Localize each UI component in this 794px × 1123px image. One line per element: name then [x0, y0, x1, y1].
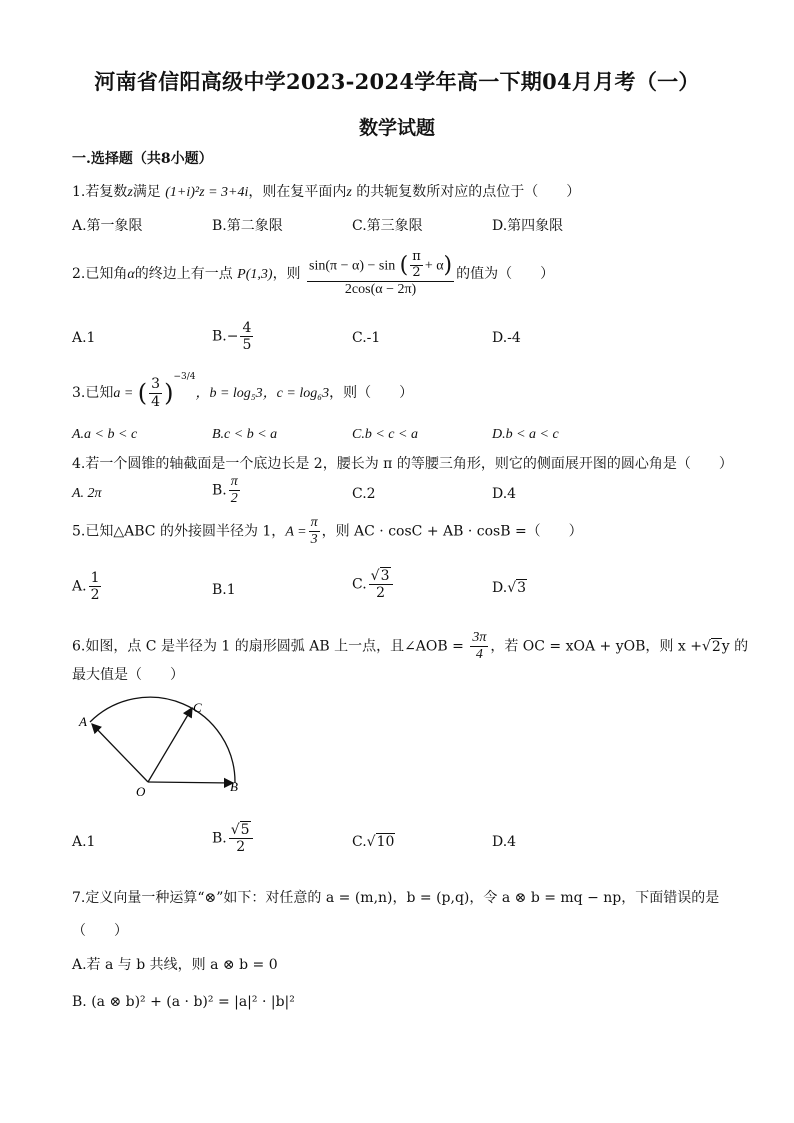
- q3-option-b: B.c < b < a: [212, 427, 278, 442]
- q2-option-c: C.-1: [352, 330, 381, 346]
- q6-pre: 6.如图，点 C 是半径为 1 的扇形圆弧 AB 上一点，且∠AOB =: [72, 638, 464, 655]
- question-5: 5.已知△ABC 的外接圆半径为 1，A = $\frac{\pi}{3}$ ，则 AC · cosC + AB · cosB =（ ）: [72, 515, 583, 548]
- q5-option-d: D.√3: [492, 580, 527, 596]
- exam-title: 河南省信阳高级中学2023-2024学年高一下期04月月考（一）: [94, 69, 700, 94]
- q1-option-a: A.第一象限: [72, 218, 143, 234]
- q1-mid: 满足: [132, 184, 161, 200]
- q6-mid: ，若 OC = xOA + yOB，则 x +: [490, 638, 702, 655]
- q2-num-d: + α: [424, 258, 444, 274]
- question-7: 7.定义向量一种运算“⊗”如下：对任意的 a = (m,n)，b = (p,q)，令 a ⊗ b = mq − np，下面错误的是: [72, 890, 720, 906]
- q4-option-d: D.4: [492, 486, 517, 502]
- q6-option-c: C.√10: [352, 834, 395, 850]
- label-o: O: [136, 784, 146, 799]
- q2-fraction: sin(π − α) − sin ( $\frac{\pi}{2}$ + α) 2cos(α − 2π): [309, 249, 453, 297]
- section-heading: 一.选择题（共8小题）: [72, 151, 213, 167]
- q1-post: ，则在复平面内: [248, 184, 347, 200]
- q5-post: ，则 AC · cosC + AB · cosB =（ ）: [321, 523, 583, 540]
- q1-option-d: D.第四象限: [492, 218, 564, 234]
- q3-c: ，c = log₆3: [262, 386, 330, 401]
- q3-option-a: A.a < b < c: [72, 427, 138, 442]
- q3-option-d: D.b < a < c: [492, 427, 559, 442]
- question-6-line2: 最大值是（ ）: [72, 667, 184, 683]
- q2-option-a: A.1: [72, 330, 96, 346]
- q3-a: a =: [113, 386, 134, 401]
- q1-post2: 的共轭复数所对应的点位于（ ）: [356, 184, 581, 200]
- question-1: 1.若复数z满足 (1+i)²z = 3+4i，则在复平面内z 的共轭复数所对应的点位于（ ）: [72, 184, 581, 200]
- q7-option-a: A.若 a 与 b 共线，则 a ⊗ b = 0: [72, 957, 278, 973]
- exam-subtitle: 数学试题: [358, 117, 435, 139]
- label-c: C: [193, 700, 202, 715]
- q2-then: ，则: [272, 265, 301, 282]
- q1-option-c: C.第三象限: [352, 218, 423, 234]
- q5-option-a: A. $\frac{1}{2}$: [72, 570, 100, 604]
- q1-option-b: B.第二象限: [212, 218, 283, 234]
- q4-option-b: B. $\frac{\pi}{2}$: [212, 474, 238, 507]
- q5-option-b: B.1: [212, 582, 236, 598]
- q2-option-d: D.-4: [492, 330, 521, 346]
- q3-post: ，则（ ）: [329, 385, 414, 401]
- sector-diagram: [72, 690, 262, 808]
- q1-pre: 1.若复数: [72, 184, 128, 200]
- q4-option-c: C.2: [352, 486, 376, 502]
- q2-post: 的值为（ ）: [456, 265, 555, 282]
- q2-num-c: 2: [412, 264, 421, 280]
- vector-oc: [148, 708, 192, 782]
- question-6: 6.如图，点 C 是半径为 1 的扇形圆弧 AB 上一点，且∠AOB = $\frac{3\pi}{4}$ ，若 OC = xOA + yOB，则 x +√2y 的: [72, 630, 749, 663]
- q3-pre: 3.已知: [72, 385, 114, 401]
- q7-option-b: B. (a ⊗ b)² + (a · b)² = |a|² · |b|²: [72, 994, 295, 1010]
- question-4: 4.若一个圆锥的轴截面是一个底边长是 2，腰长为 π 的等腰三角形，则它的侧面展开图的圆心角是（ ）: [72, 456, 733, 472]
- vector-oa: [92, 724, 148, 782]
- q6-option-d: D.4: [492, 834, 517, 850]
- q3-exponent: −3/4: [173, 372, 196, 382]
- q2-num-a: sin(π − α) − sin: [309, 258, 396, 274]
- q2-option-b: B.− $\frac{4}{5}$: [212, 320, 252, 354]
- q5-option-c: C. $\frac{√3}{2}$: [352, 568, 395, 601]
- q3-b: ，b = log₅3: [195, 386, 263, 401]
- q2-denominator: 2cos(α − 2π): [344, 281, 417, 297]
- sector-arc: [90, 697, 235, 783]
- label-b: B: [230, 779, 238, 794]
- question-7-line2: （ ）: [72, 923, 128, 939]
- label-a: A: [79, 714, 87, 729]
- q2-num-b: π: [412, 249, 421, 264]
- vector-ob: [148, 782, 233, 783]
- q4-option-a: A. 2π: [72, 486, 102, 501]
- q3-option-c: C.b < c < a: [352, 427, 418, 442]
- q2-pre2: 的终边上有一点: [134, 265, 233, 282]
- q6-option-b: B. $\frac{√5}{2}$: [212, 822, 255, 855]
- question-3: 3.已知a = ( $\frac{3}{4}$ )$^{-3/4}$，b = log₅3，c = log₆3，则（ ）: [72, 372, 414, 410]
- q6-post: y 的: [721, 638, 749, 655]
- q2-pre: 2.已知角: [72, 265, 128, 282]
- question-2: 2.已知角α的终边上有一点 P(1,3)，则 sin(π − α) − sin ( $\frac{\pi}{2}$ + α) 2cos(α − 2π) 的值为（ ）: [72, 249, 555, 297]
- q5-pre: 5.已知△ABC 的外接圆半径为 1，: [72, 523, 286, 540]
- q1-equation: (1+i)²z = 3+4i: [165, 185, 249, 200]
- q6-option-a: A.1: [72, 834, 96, 850]
- q2-point: P(1,3): [237, 266, 273, 282]
